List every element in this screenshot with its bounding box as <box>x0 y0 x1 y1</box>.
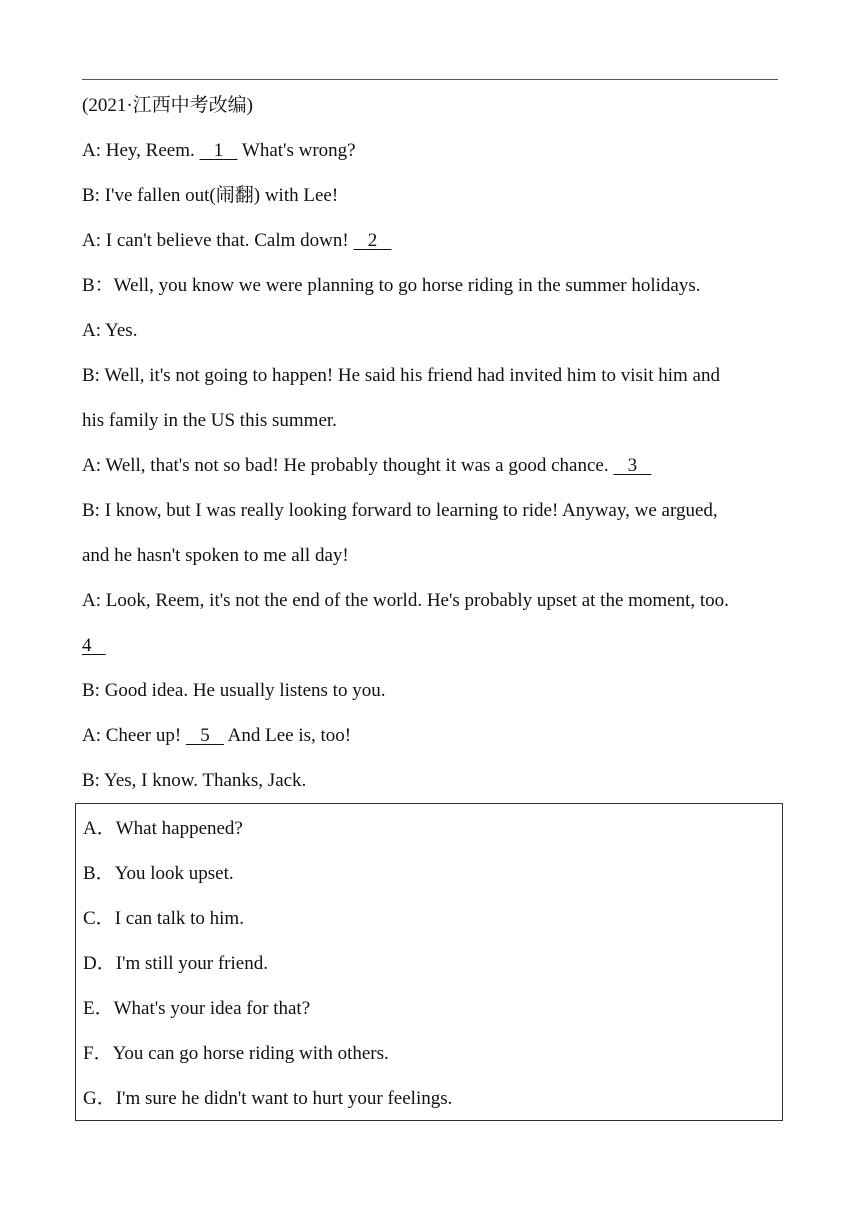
option-label: G． <box>83 1088 116 1109</box>
dialogue-line-8 <box>82 454 651 478</box>
line-text: A: Cheer up! <box>82 725 186 746</box>
dialogue-line-6: B: Well, it's not going to happen! He said his friend had invited him to visit him and <box>82 365 720 386</box>
line-text: And Lee is, too! <box>223 725 352 746</box>
blank-2: 2 <box>367 230 378 251</box>
option-text: What's your idea for that? <box>113 998 311 1019</box>
line-text: A: Well, that's not so bad! He probably thought it was a good chance. <box>82 455 614 476</box>
option-text: You look upset. <box>114 863 234 884</box>
options-box <box>75 803 783 1121</box>
dialogue-line-11: A: Look, Reem, it's not the end of the world. He's probably upset at the moment, too. <box>82 590 729 611</box>
blank-4: 4 <box>82 635 92 656</box>
option-text: I'm sure he didn't want to hurt your feelings. <box>115 1088 453 1109</box>
line-text: What's wrong? <box>237 140 356 161</box>
option-label: F． <box>83 1043 113 1064</box>
option-c <box>83 907 244 931</box>
option-e <box>83 997 310 1021</box>
option-text: I'm still your friend. <box>115 953 268 974</box>
top-rule <box>82 79 778 80</box>
dialogue-line-2: B: I've fallen out(闹翻) with Lee! <box>82 185 339 206</box>
dialogue-line-9: B: I know, but I was really looking forward to learning to ride! Anyway, we argued, <box>82 500 718 521</box>
dialogue-line-14 <box>82 724 351 748</box>
dialogue-line-10: and he hasn't spoken to me all day! <box>82 545 349 566</box>
option-a <box>83 817 243 841</box>
line-text: A: Hey, Reem. <box>82 140 200 161</box>
dialogue-line-13: B: Good idea. He usually listens to you. <box>82 680 386 701</box>
option-label: D． <box>83 953 116 974</box>
dialogue-line-7: his family in the US this summer. <box>82 410 337 431</box>
dialogue-line-12 <box>82 634 106 658</box>
line-text: A: I can't believe that. Calm down! <box>82 230 354 251</box>
dialogue-line-5: A: Yes. <box>82 320 138 341</box>
blank-5: 5 <box>200 725 210 746</box>
option-label: A． <box>83 818 116 839</box>
dialogue-line-4: B：Well, you know we were planning to go horse riding in the summer holidays. <box>82 275 701 296</box>
blank-3: 3 <box>627 455 638 476</box>
option-text: You can go horse riding with others. <box>112 1043 389 1064</box>
source-note: (2021·江西中考改编) <box>82 95 253 116</box>
option-b <box>83 862 234 886</box>
option-g <box>83 1087 452 1111</box>
option-text: What happened? <box>115 818 243 839</box>
option-text: I can talk to him. <box>114 908 244 929</box>
option-label: E． <box>83 998 114 1019</box>
option-d <box>83 952 268 976</box>
dialogue-line-3 <box>82 229 391 253</box>
blank-1: 1 <box>213 140 224 161</box>
option-label: B． <box>83 863 115 884</box>
dialogue-line-15: B: Yes, I know. Thanks, Jack. <box>82 770 307 791</box>
option-f <box>83 1042 389 1066</box>
dialogue-line-1 <box>82 139 356 163</box>
option-label: C． <box>83 908 115 929</box>
